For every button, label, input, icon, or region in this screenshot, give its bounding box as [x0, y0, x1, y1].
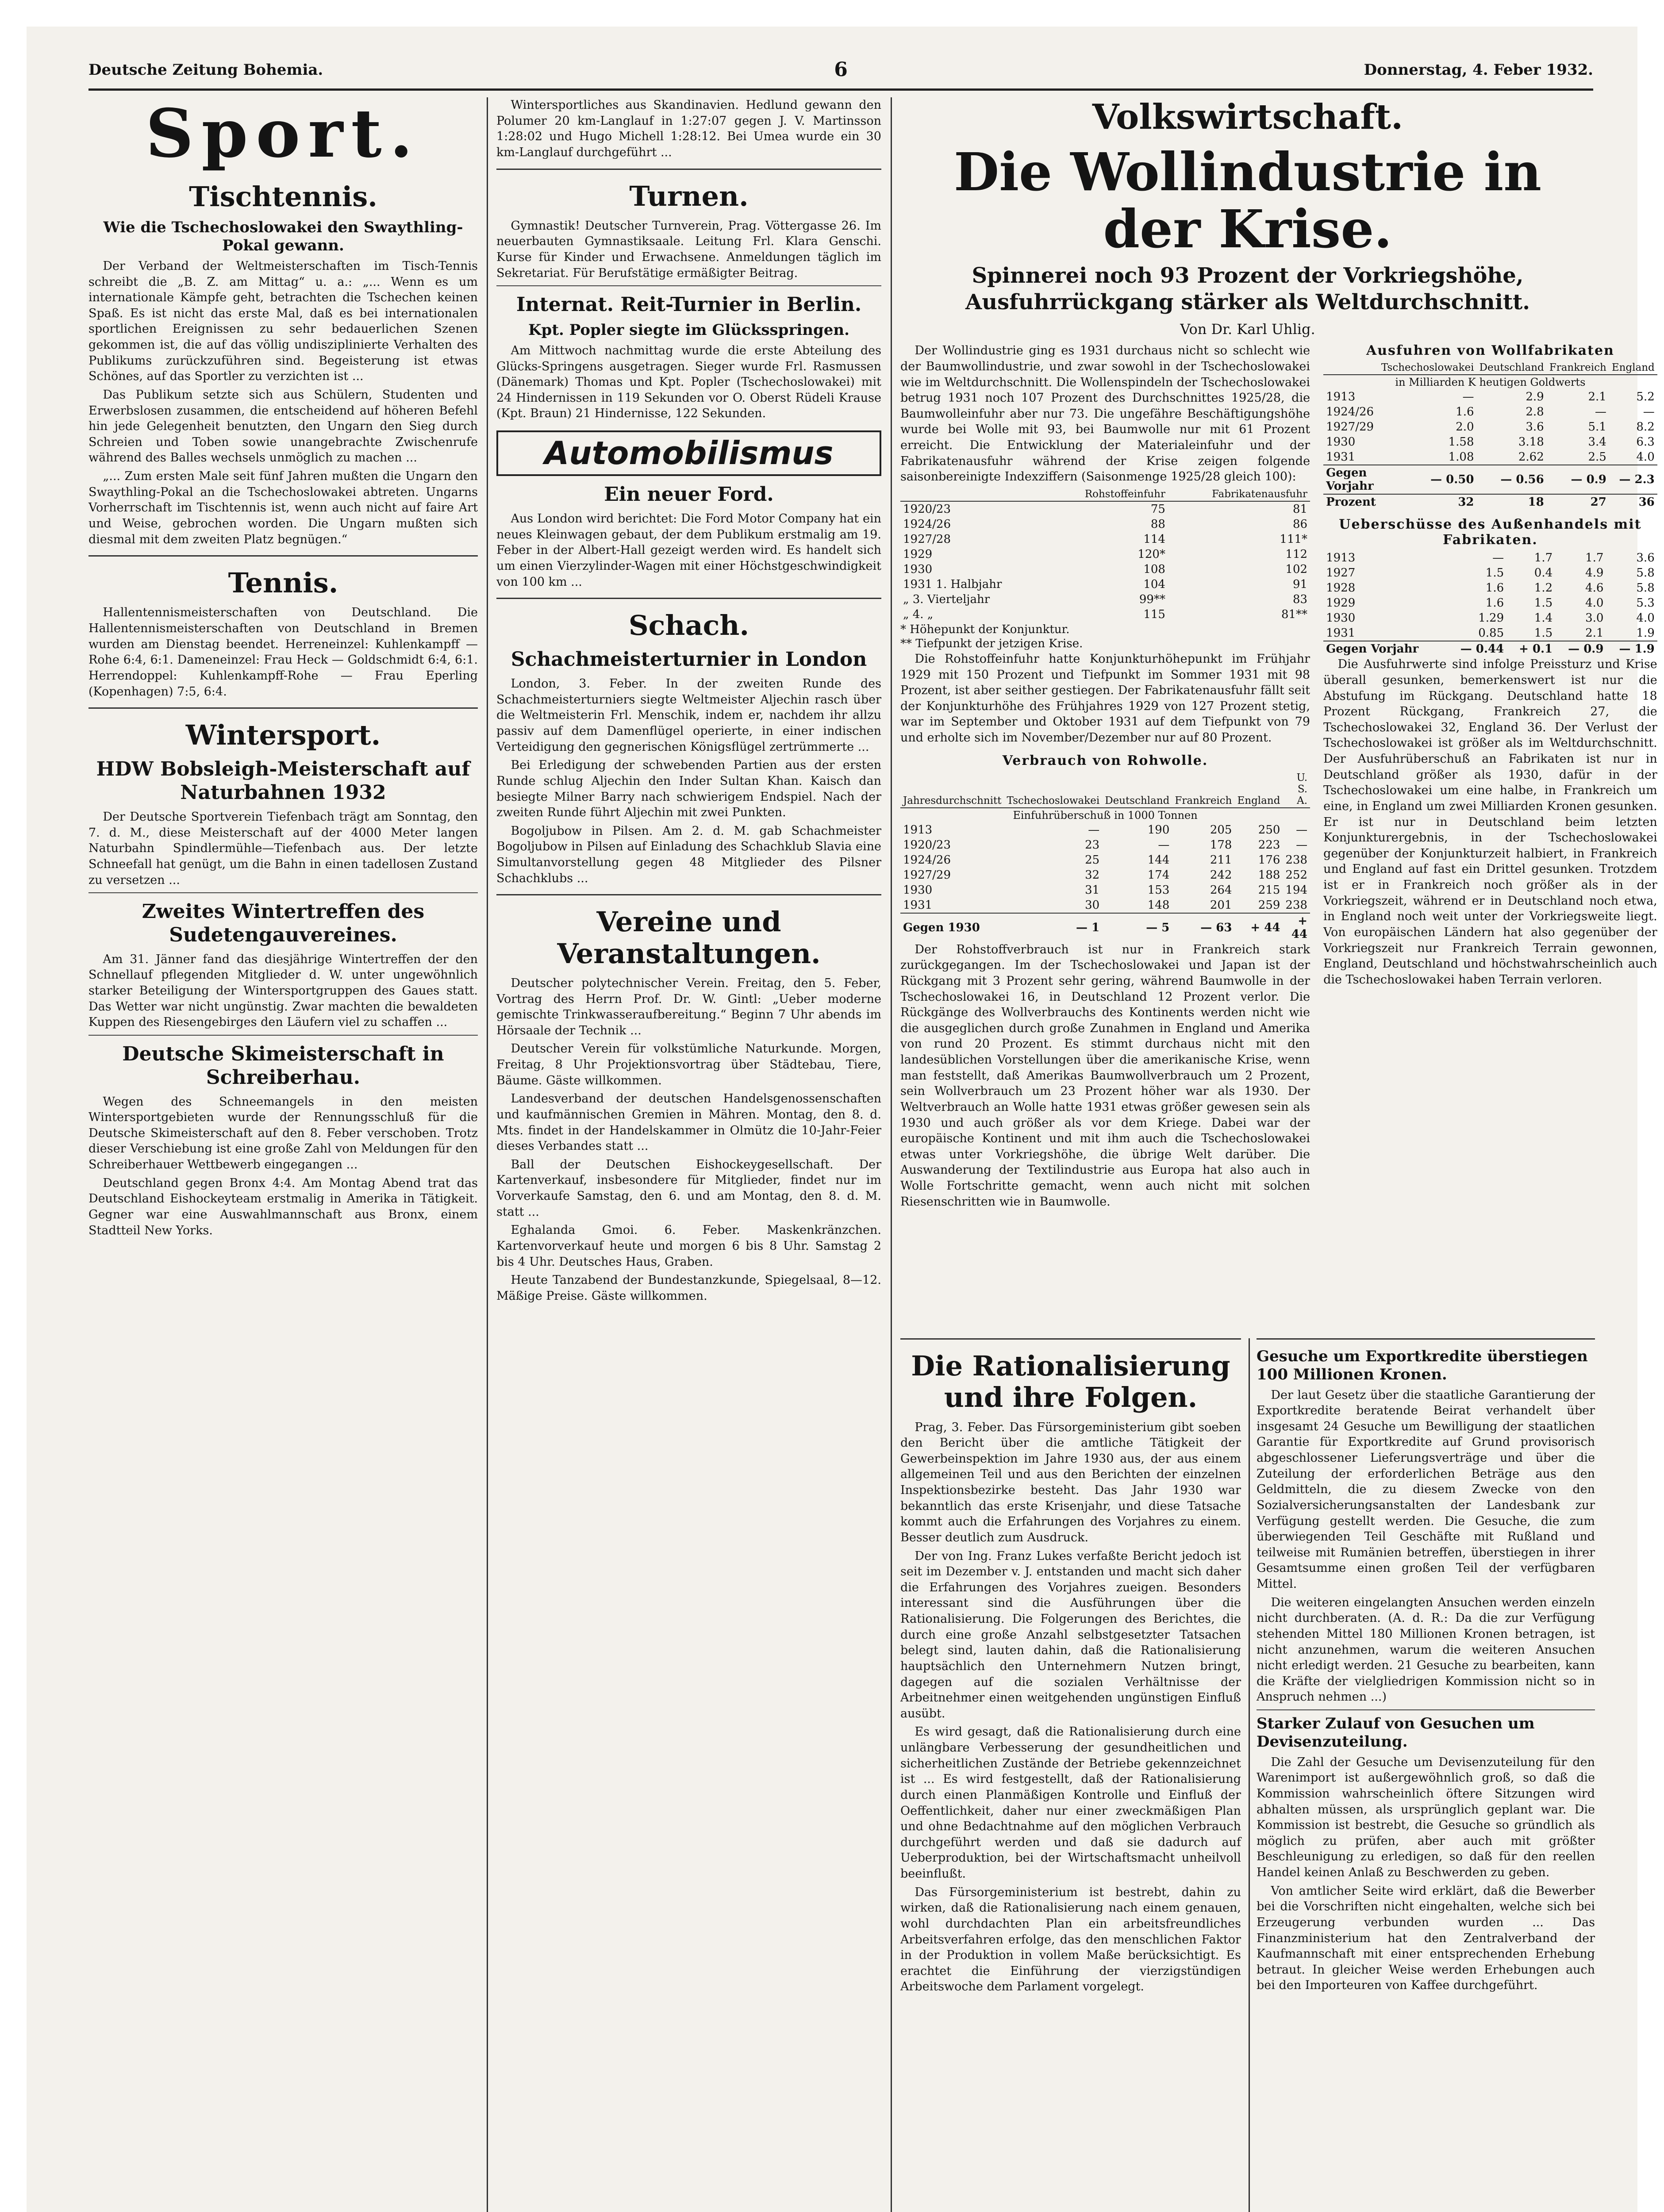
table-cell: 81 [1292, 502, 1308, 516]
article-paragraph: Die weiteren eingelangten Ansuchen werden einzeln nicht durchberaten. (A. d. R.: Da die zur Verfügung stehenden Mittel 180 Millionen Kronen betragen, ist nicht anzunehmen, warum die weiteren Ansuchen nicht erledigt werden. 21 Gesuche zu bearbeiten, kann die Kräfte der vielgliedrigen Kommission nicht so in Anspruch nehmen ...) [1257, 1595, 1595, 1704]
table-note: ** Tiefpunkt der jetzigen Krise. [900, 637, 1083, 650]
table-cell: 1931 [1326, 450, 1356, 464]
table-cell: 176 [1258, 853, 1280, 867]
table-row [900, 837, 1310, 853]
article-paragraph: Der von Ing. Franz Lukes verfaßte Bericht jedoch ist seit im Dezember v. J. entstanden und macht sich daher die Erfahrungen des Vorjahres zueigen. Besonders interessant sind die Ausführungen über die Rationalisierung. Die Folgerungen des Berichtes, die durch eine große Anzahl selbstgesetzter Tatsachen belegt sind, lauten dahin, daß die Rationalisierung hauptsächlich den Unternehmern Nutzen bringt, dagegen auf die sozialen Verhältnisse der Arbeitnehmer einen weitgehenden ungünstigen Einfluß ausübt. [900, 1549, 1241, 1720]
table-row [900, 547, 1310, 562]
heading-wintertreffen: Zweites Wintertreffen des Sudetengauvereines. [142, 900, 425, 946]
table-header: England [1234, 771, 1283, 808]
table-cell: 2.62 [1518, 450, 1544, 464]
table-cell: 114 [1143, 532, 1165, 546]
table-cell: 144 [1147, 853, 1170, 867]
table-cell: 5.8 [1636, 566, 1655, 580]
table-cell: — [1158, 838, 1170, 852]
table-cell: 1.5 [1534, 596, 1553, 610]
table-cell: 238 [1285, 853, 1308, 867]
table-cell: 1924/26 [1326, 405, 1374, 419]
issue-date: Donnerstag, 4. Feber 1932. [1364, 61, 1593, 79]
page-number: 6 [834, 58, 848, 81]
table-cell: 111* [1280, 532, 1308, 546]
table-cell: 2.8 [1526, 405, 1544, 419]
table-cell: 238 [1285, 898, 1308, 912]
article-paragraph: Die Rohstoffeinfuhr hatte Konjunkturhöhepunkt im Frühjahr 1929 mit 150 Prozent und Tiefpunkt im Sommer 1931 mit 98 Prozent, ist aber seither gestiegen. Der Fabrikatenausfuhr fällt seit der Konjunkturhöhe des Frühjahres 1929 von 127 Prozent stetig, war im September und Oktober 1931 auf dem Tiefpunkt von 79 und erholte sich im November/Dezember nur auf 80 Prozent. [900, 652, 1310, 745]
table-cell: 3.4 [1588, 435, 1606, 449]
table-summary-row [1323, 494, 1657, 510]
table-cell: 188 [1258, 868, 1280, 882]
article-paragraph: „... Zum ersten Male seit fünf Jahren mußten die Ungarn den Swaythling-Pokal an die Tschechoslowakei abtreten. Ungarns Vorherrschaft im Tischtennis ist, wenn auch nicht auf faire Art und Weise, gebrochen worden. Die Ungarn mußten sich diesmal mit dem zweiten Platz begnügen.“ [88, 469, 478, 546]
table-header [900, 488, 1047, 501]
table-row [1323, 550, 1657, 565]
table-cell: 2.1 [1585, 626, 1604, 640]
table-cell: Prozent [1323, 494, 1379, 510]
article-paragraph: Hallentennismeisterschaften von Deutschland. Die Hallentennismeisterschaften von Deutschland in Bremen wurden am Dienstag beendet. Herreneinzel: Kuhlenkampff — Rohe 6:4, 6:1. Dameneinzel: Frau Heck — Goldschmidt 6:4, 6:1. Herrendoppel: Kuhlenkampff-Rohe — Frau Eperling (Kopenhagen) 7:5, 6:4. [88, 606, 478, 699]
table-cell: 5.2 [1636, 390, 1655, 404]
table-cell: 205 [1210, 823, 1232, 837]
table-cell: 88 [1150, 517, 1165, 531]
table-summary-row [1323, 465, 1657, 494]
table-row [1323, 434, 1657, 449]
table-header: Deutschland [1102, 771, 1172, 808]
table-cell: 174 [1147, 868, 1170, 882]
table-cell: 4.0 [1636, 450, 1655, 464]
divider [900, 1338, 1241, 1340]
table-cell: 120* [1138, 547, 1165, 561]
table-row [1323, 611, 1657, 626]
article-paragraph: Der Verband der Weltmeisterschaften im Tisch-Tennis schreibt die „B. Z. am Mittag“ u. a.: „... Wenn es um internationale Kämpfe geht, betrachten die Tschechen keinen Spaß. Es ist nicht das erste Mal, daß es bei internationalen sportlichen Ereignissen zu sehr bedauerlichen Szenen gekommen ist, die auf das völlig undisziplinierte Verhalten des Publikums zurückzuführen sind. Begeisterung ist etwas Schönes, auf das Sportler zu verzichten ist ... [88, 259, 478, 384]
newspaper-page [27, 27, 1657, 2212]
table-cell: 1.5 [1534, 626, 1553, 640]
article-paragraph: Landesverband der deutschen Handelsgenossenschaften und kaufmännischen Gremien in Mähren. Montag, den 8. d. Mts. findet in der Handelskammer in Olmütz die 10-Jahr-Feier dieses Verbandes statt ... [496, 1092, 881, 1153]
table-cell: 1.7 [1534, 551, 1553, 565]
running-head [88, 58, 1593, 88]
table-cell: 1913 [903, 823, 933, 837]
table-cell: 18 [1477, 494, 1547, 510]
table-row [1323, 565, 1657, 580]
table-cell: — 0.9 [1547, 465, 1609, 494]
table-row [900, 517, 1310, 532]
table-cell: 201 [1210, 898, 1232, 912]
article-paragraph: Am 31. Jänner fand das diesjährige Wintertreffen der den Schnellauf pflegenden Mitglieder d. W. unter ungewöhnlich starker Beteiligung der Wintersportgruppen des Gaues statt. Das Wetter war nicht ungünstig. Zwar machten die bewaldeten Kuppen des Riesengebirges den Läufern viel zu schaffen ... [88, 952, 478, 1029]
table-cell: 1.6 [1485, 581, 1504, 595]
table-unit: Einfuhrüberschuß in 1000 Tonnen [1013, 809, 1198, 822]
table-header: U. S. A. [1283, 771, 1310, 808]
table-row [1323, 595, 1657, 611]
table-row [900, 607, 1310, 622]
table-row [900, 501, 1310, 517]
article-paragraph: London, 3. Feber. In der zweiten Runde des Schachmeisterturniers siegte Weltmeister Aljechin rasch über die Weltmeisterin Frl. Menschik, indem er, nachdem ihr allzu passiv auf dem Damenflügel operierte, in einer indischen Verteidigung den gegnerischen Königsflügel zertrümmerte ... [496, 677, 881, 754]
table-cell: 178 [1210, 838, 1232, 852]
table-row [900, 868, 1310, 883]
table-cell: 36 [1609, 494, 1657, 510]
table-row [900, 822, 1310, 837]
column-mixed [496, 97, 881, 2212]
table-cell: 4.9 [1585, 566, 1604, 580]
divider [496, 598, 881, 599]
table-cell: 1929 [1326, 596, 1356, 610]
table-row [900, 562, 1310, 577]
heading-neuer-ford: Ein neuer Ford. [604, 483, 774, 506]
header-rule [88, 88, 1593, 91]
table-cell: — 5 [1102, 913, 1172, 942]
table-cell: — 0.56 [1477, 465, 1547, 494]
table-header: Fabrikatenausfuhr [1168, 488, 1310, 501]
table-row [900, 592, 1310, 607]
table-cell: 1.4 [1534, 611, 1553, 625]
divider [88, 707, 478, 709]
table-cell: — 0.44 [1445, 641, 1506, 657]
table-unit: in Milliarden K heutigen Goldwerts [1395, 376, 1586, 389]
table-cell: — 0.50 [1379, 465, 1477, 494]
table-cell: 252 [1285, 868, 1308, 882]
table-cell: 115 [1143, 607, 1165, 621]
table-cell: Gegen Vorjahr [1323, 641, 1445, 657]
table-caption: Ueberschüsse des Außenhandels mit Fabrikaten. [1339, 517, 1642, 548]
article-paragraph: Heute Tanzabend der Bundestanzkunde, Spiegelsaal, 8—12. Mäßige Preise. Gäste willkommen. [496, 1273, 881, 1303]
table-cell: 31 [1085, 883, 1100, 897]
table-cell: 1.6 [1485, 596, 1504, 610]
table-cell: 102 [1285, 562, 1308, 576]
table-header: Deutschland [1477, 361, 1547, 375]
heading-tennis: Tennis. [228, 567, 338, 599]
divider [88, 555, 478, 557]
column-rule [891, 97, 892, 2212]
table-row [900, 898, 1310, 913]
section-title-volkswirtschaft: Volkswirtschaft. [1092, 97, 1403, 137]
article-left [900, 343, 1310, 1212]
table-cell: „ 4. „ [903, 607, 934, 621]
table-row [900, 853, 1310, 868]
table-header: England [1609, 361, 1657, 375]
table-cell: 259 [1258, 898, 1280, 912]
table-cell: 1.58 [1448, 435, 1474, 449]
table-cell: 86 [1292, 517, 1308, 531]
table-cell: 1920/23 [903, 502, 951, 516]
heading-reitturnier: Internat. Reit-Turnier in Berlin. [516, 293, 862, 316]
table-cell: 1.6 [1456, 405, 1474, 419]
table-cell: 23 [1085, 838, 1100, 852]
table-cell: 0.85 [1478, 626, 1504, 640]
table-cell: 8.2 [1636, 420, 1655, 434]
table-cell: + 44 [1283, 913, 1310, 942]
table-note: * Höhepunkt der Konjunktur. [900, 622, 1070, 636]
table-header [1323, 361, 1379, 375]
table-cell: 1920/23 [903, 838, 951, 852]
table-cell: 1927 [1326, 566, 1356, 580]
table-cell: „ 3. Vierteljahr [903, 592, 990, 606]
heading-turnen: Turnen. [629, 180, 749, 212]
table-cell: 1.2 [1534, 581, 1553, 595]
table-cell: 153 [1147, 883, 1170, 897]
article-paragraph: Der Rohstoffverbrauch ist nur in Frankreich stark zurückgegangen. Im der Tschechoslowakei und Japan ist der Rückgang mit 3 Prozent sehr gering, während Baumwolle in der Tschechoslowakei 16, in Deutschland 12 Prozent verlor. Die Rückgänge des Wollverbrauchs des Kontinents werden nicht wie die ausgeglichen durch große Zunahmen in England und Amerika von rund 20 Prozent. Es stimmt durchaus nicht mit den landesüblichen Vorstellungen über die amerikanische Krise, wenn man feststellt, daß Amerikas Baumwollverbrauch um 2 Prozent, sein Wollverbrauch um 23 Prozent höher war als 1930. Der Weltverbrauch an Wolle hatte 1931 etwas größer gewesen sein als 1930 und auch größer als vor dem Kriege. Dabei war der europäische Kontinent und mit ihm auch die Tschechoslowakei etwas unter Vorkriegshöhe, die übrige Welt darüber. Die Auswanderung der Textilindustrie aus Europa hat also auch in Wolle Fortschritte gemacht, wenn auch nicht mit solchen Riesenschritten wie in Baumwolle. [900, 942, 1310, 1209]
table-index [900, 488, 1310, 622]
article-paragraph: Die Ausfuhrwerte sind infolge Preissturz und Krise überall gesunken, bemerkenswert ist nur die Abstufung im Rückgang. Deutschland hatte 18 Prozent Rückgang, Frankreich 27, die Tschechoslowakei 32, England 36. Der Verlust der Tschechoslowakei ist größer als im Weltdurchschnitt. Der Ausfuhrüberschuß an Fabrikaten ist nur in Deutschland größer als 1930, dafür in der Tschechoslowakei um eine halbe, in Frankreich um eine, in England um zwei Milliarden Kronen gesunken. Er ist nur in Deutschland beim letzten Konjunkturergebnis, in der Tschechoslowakei gegenüber der Konjunkturzeit halbiert, in Frankreich und England auf fast ein Drittel gesunken. Trotzdem ist er in Frankreich noch größer als in der Vorkriegszeit, während er in Deutschland noch etwa, in England noch weit unter der Vorkriegsweite liegt. Von europäischen Ländern hat also gegenüber der Vorkriegszeit nur Frankreich Terrain gewonnen, England, Deutschland und höchstwahrscheinlich auch die Tschechoslowakei haben Terrain verloren. [1323, 657, 1657, 987]
article-paragraph: Das Publikum setzte sich aus Schülern, Studenten und Erwerbslosen zusammen, die entscheidend auf höheren Befehl hin jede Gelegenheit benutzten, den Ungarn den Sieg durch Schreien und Toben sowie unangebrachte Zwischenrufe während des Balles wechsels unmöglich zu machen ... [88, 388, 478, 465]
heading-exportkredite: Gesuche um Exportkredite überstiegen 100 Millionen Kronen. [1257, 1348, 1588, 1383]
table-cell: 190 [1147, 823, 1170, 837]
table-cell: 2.5 [1588, 450, 1606, 464]
table-cell: 1924/26 [903, 853, 951, 867]
table-cell: 3.6 [1526, 420, 1544, 434]
table-cell: 0.4 [1534, 566, 1553, 580]
divider [496, 169, 881, 170]
table-cell: — [1462, 390, 1474, 404]
column-volkswirtschaft [900, 97, 1657, 1332]
table-cell: 1913 [1326, 551, 1356, 565]
heading-skimeisterschaft: Deutsche Skimeisterschaft in Schreiberhau. [122, 1042, 444, 1089]
heading-vereine: Vereine und Veranstaltungen. [557, 906, 821, 970]
table-cell: 81** [1281, 607, 1308, 621]
table-cell: 2.1 [1588, 390, 1606, 404]
table-row [1323, 419, 1657, 434]
table-cell: 1931 1. Halbjahr [903, 577, 1002, 591]
table-cell: 1928 [1326, 581, 1356, 595]
table-cell: 112 [1285, 547, 1308, 561]
table-row [1323, 449, 1657, 465]
table-ausfuhr [1323, 361, 1657, 510]
table-cell: 1913 [1326, 390, 1356, 404]
table-summary-row [900, 913, 1310, 942]
table-cell: — [1595, 405, 1606, 419]
table-cell: 91 [1292, 577, 1308, 591]
table-cell: 264 [1210, 883, 1232, 897]
table-row [1323, 626, 1657, 641]
divider [1257, 1338, 1595, 1340]
table-cell: 5.3 [1636, 596, 1655, 610]
deck-wollindustrie: Spinnerei noch 93 Prozent der Vorkriegshöhe, Ausfuhrrückgang stärker als Weltdurchschnitt. [965, 263, 1530, 315]
table-cell: — [1088, 823, 1100, 837]
table-cell: 32 [1085, 868, 1100, 882]
table-cell: 27 [1547, 494, 1609, 510]
article-paragraph: Deutschland gegen Bronx 4:4. Am Montag Abend trat das Deutschland Eishockeyteam erstmalig in Amerika in Tätigkeit. Gegner war eine Auswahlmannschaft aus Bronx, einem Stadtteil New Yorks. [88, 1176, 478, 1237]
table-cell: — 1.9 [1606, 641, 1657, 657]
table-cell: 1930 [1326, 435, 1356, 449]
table-cell: 1927/28 [903, 532, 951, 546]
table-cell: 215 [1258, 883, 1280, 897]
table-cell: 1.7 [1585, 551, 1604, 565]
table-caption: Verbrauch von Rohwolle. [1002, 753, 1208, 768]
table-cell: 104 [1143, 577, 1165, 591]
article-right [1323, 343, 1657, 1212]
column-exportkredite [1257, 1338, 1595, 2212]
table-cell: 99** [1139, 592, 1165, 606]
article-paragraph: Deutscher Verein für volkstümliche Naturkunde. Morgen, Freitag, 8 Uhr Projektionsvortrag über Städtebau, Tiere, Bäume. Gäste willkommen. [496, 1042, 881, 1087]
table-cell: 1.5 [1485, 566, 1504, 580]
article-paragraph: Eghalanda Gmoi. 6. Feber. Maskenkränzchen. Kartenvorverkauf heute und morgen 6 bis 8 Uhr. Samstag 2 bis 4 Uhr. Deutsches Haus, Graben. [496, 1223, 881, 1269]
article-paragraph: Am Mittwoch nachmittag wurde die erste Abteilung des Glücks-Springens ausgetragen. Sieger wurde Frl. Rasmussen (Dänemark) Thomas und Kpt. Popler (Tschechoslowakei) mit 24 Hindernissen in 119 Sekunden vor O. Oberst Rüdeli Krause (Kpt. Braun) 21 Hindernisse, 122 Sekunden. [496, 343, 881, 421]
table-rohwolle [900, 771, 1310, 942]
table-cell: 4.0 [1585, 596, 1604, 610]
table-cell: — 1 [1004, 913, 1103, 942]
table-row [1323, 389, 1657, 404]
table-cell: Gegen Vorjahr [1323, 465, 1379, 494]
headline-rationalisierung: Die Rationalisierung und ihre Folgen. [911, 1350, 1230, 1414]
heading-automobilismus: Automobilismus [496, 430, 881, 476]
table-cell: 1.08 [1448, 450, 1474, 464]
table-cell: 108 [1143, 562, 1165, 576]
divider [88, 1035, 478, 1036]
table-cell: 2.9 [1526, 390, 1544, 404]
table-cell: 5.8 [1636, 581, 1655, 595]
table-cell: 211 [1210, 853, 1232, 867]
heading-schach: Schach. [628, 609, 749, 642]
subheading-reitturnier: Kpt. Popler siegte im Glücksspringen. [528, 321, 849, 339]
article-paragraph: Das Fürsorgeministerium ist bestrebt, dahin zu wirken, daß die Rationalisierung nach einem genauen, wohl durchdachten Plan ein arbeitsfreundliches Arbeitsverfahren erfolge, das den menschlichen Faktor in der Produktion in vollem Maße berücksichtigt. Es erachtet die Einführung der vierzigstündigen Arbeitswoche dem Parlament vorgelegt. [900, 1885, 1241, 1994]
table-cell: 30 [1085, 898, 1100, 912]
table-cell: 1.9 [1636, 626, 1655, 640]
table-cell: 1930 [903, 883, 933, 897]
table-cell: 4.6 [1585, 581, 1604, 595]
table-cell: 250 [1258, 823, 1280, 837]
subheading-schachturnier: Schachmeisterturnier in London [511, 648, 867, 671]
article-body [900, 343, 1657, 1212]
table-cell: 223 [1258, 838, 1280, 852]
table-cell: 1.29 [1478, 611, 1504, 625]
column-rationalisierung [900, 1338, 1241, 2212]
table-header: Rohstoffeinfuhr [1047, 488, 1168, 501]
table-ueberschuesse [1323, 550, 1657, 657]
table-cell: Gegen 1930 [900, 913, 1004, 942]
article-paragraph: Wegen des Schneemangels in den meisten Wintersportgebieten wurde der Rennungsschluß für die Deutsche Skimeisterschaft auf den 8. Feber verschoben. Trotz dieser Verschiebung ist eine große Zahl von Meldungen für den Schreiberhauer Wettbewerb eingegangen ... [88, 1094, 478, 1172]
column-sport [88, 97, 478, 2212]
table-cell: 1924/26 [903, 517, 951, 531]
table-cell: 1930 [1326, 611, 1356, 625]
heading-devisen: Starker Zulauf von Gesuchen um Devisenzuteilung. [1257, 1715, 1535, 1751]
table-cell: 32 [1379, 494, 1477, 510]
divider [496, 285, 881, 286]
table-header: Frankreich [1547, 361, 1609, 375]
divider [1257, 1709, 1595, 1710]
table-row [1323, 580, 1657, 595]
table-cell: + 44 [1234, 913, 1283, 942]
table-header: Jahresdurchschnitt [900, 771, 1004, 808]
table-cell: 1927/29 [1326, 420, 1374, 434]
table-cell: 3.0 [1585, 611, 1604, 625]
headline-wollindustrie: Die Wollindustrie in der Krise. [953, 141, 1542, 260]
table-cell: 6.3 [1636, 435, 1655, 449]
table-cell: 1931 [1326, 626, 1356, 640]
table-cell: 3.6 [1636, 551, 1655, 565]
article-paragraph: Bei Erledigung der schwebenden Partien aus der ersten Runde schlug Aljechin den Inder Sultan Khan. Kaisch dan besiegte Milner Barry nach schwierigem Endspiel. Nach der zweiten Runde führt Aljechin mit zwei Punkten. [496, 758, 881, 820]
table-cell: 83 [1292, 592, 1308, 606]
paper-name: Deutsche Zeitung Bohemia. [88, 61, 323, 79]
table-header: Tschechoslowakei [1379, 361, 1477, 375]
heading-tischtennis: Tischtennis. [189, 180, 377, 213]
article-paragraph: Prag, 3. Feber. Das Fürsorgeministerium gibt soeben den Bericht über die amtliche Tätigkeit der Gewerbeinspektion im Jahre 1930 aus, der aus einem allgemeinen Teil und aus den Berichten der einzelnen Inspektionsbezirke besteht. Das Jahr 1930 war bekanntlich das erste Krisenjahr, und diese Tatsache kommt auch die Erfahrungen des Vorjahres zu einem. Besser deutlich zum Ausdruck. [900, 1420, 1241, 1544]
table-cell: — 63 [1172, 913, 1234, 942]
table-cell: 1930 [903, 562, 933, 576]
table-cell: 3.18 [1518, 435, 1544, 449]
article-paragraph: Deutscher polytechnischer Verein. Freitag, den 5. Feber, Vortrag des Herrn Prof. Dr. W. Gintl: „Ueber moderne gemischte Trinkwasseraufbereitung.“ Beginn 7 Uhr abends im Hörsaale der Technik ... [496, 976, 881, 1037]
article-paragraph: Die Zahl der Gesuche um Devisenzuteilung für den Warenimport ist außergewöhnlich groß, so daß die Kommission wahrscheinlich öftere Sitzungen wird abhalten müssen, als ursprünglich geplant war. Die Kommission ist bestrebt, die Gesuche so gründlich als möglich zu prüfen, aber auch mit größter Beschleunigung zu erledigen, so daß für den reellen Handel keinen Anlaß zu Beschwerden zu geben. [1257, 1755, 1595, 1880]
article-paragraph: Der Wollindustrie ging es 1931 durchaus nicht so schlecht wie der Baumwollindustrie, und zwar sowohl in der Tschechoslowakei wie im Weltdurchschnitt. Die Wollenspindeln der Tschechoslowakei betrug 1931 noch 107 Prozent des Durchschnittes 1925/28, die Baumwolleinfuhr aber nur 73. Die ungefähre Beschäftigungshöhe wurde bei Wolle mit 93, bei Baumwolle nur mit 61 Prozent erreicht. Die Entwicklung der Materialeinfuhr und der Fabrikatenausfuhr während der Krise zeigen folgende saisonbereinigte Indexziffern (Saisonmenge 1925/28 gleich 100): [900, 344, 1310, 484]
table-cell: 1927/29 [903, 868, 951, 882]
table-cell: — [1296, 838, 1308, 852]
article-paragraph: Von amtlicher Seite wird erklärt, daß die Bewerber bei die Vorschriften nicht eingehalten, welche sich bei Erzeugerung verbunden wurden ... Das Finanzministerium hat den Zentralverband der Kaufmannschaft mit einer entsprechenden Erhebung betraut. In gleicher Weise werden Erhebungen auch bei den Importeuren von Kaffee durchgeführt. [1257, 1884, 1595, 1993]
table-row [900, 883, 1310, 898]
table-header: Frankreich [1172, 771, 1234, 808]
table-header: Tschechoslowakei [1004, 771, 1103, 808]
article-paragraph: Wintersportliches aus Skandinavien. Hedlund gewann den Polumer 20 km-Langlauf in 1:27:07 gegen J. V. Martinsson 1:28:02 und Hugo Michell 1:28:12. Bei Umea wurde ein 30 km-Langlauf durchgeführt ... [496, 98, 881, 159]
table-cell: — 0.9 [1555, 641, 1606, 657]
byline: Von Dr. Karl Uhlig. [1180, 321, 1315, 338]
table-cell: — [1296, 823, 1308, 837]
table-cell: 75 [1150, 502, 1165, 516]
table-cell: 5.1 [1588, 420, 1606, 434]
article-paragraph: Der Deutsche Sportverein Tiefenbach trägt am Sonntag, den 7. d. M., diese Meisterschaft auf der 4000 Meter langen Naturbahn Spindlermühle—Tiefenbach aus. Der letzte Schneefall hat genügt, um die Bahn in einen tadellosen Zustand zu versetzen ... [88, 810, 478, 887]
article-paragraph: Gymnastik! Deutscher Turnverein, Prag. Vöttergasse 26. Im neuerbauten Gymnastiksaale. Leitung Frl. Klara Genschi. Kurse für Kinder und Erwachsene. Anmeldungen täglich im Sekretariat. Für Berufstätige ermäßigter Beitrag. [496, 219, 881, 280]
article-paragraph: Es wird gesagt, daß die Rationalisierung durch eine unlängbare Verbesserung der gesundheitlichen und sicherheitlichen Zustände der Betriebe gekennzeichnet ist ... Es wird festgestellt, daß der Rationalisierung durch einen Planmäßigen Kontrolle und Einfluß der Oeffentlichkeit, daher nur einer zweckmäßigen Plan und ohne Bedachtnahme auf den möglichen Verbrauch durchgeführt werden und daß sie dadurch auf Ueberproduktion, bei der Wirtschaftsmacht unheilvoll beeinflußt. [900, 1725, 1241, 1881]
table-cell: — 2.3 [1609, 465, 1657, 494]
table-cell: 1931 [903, 898, 933, 912]
table-cell: + 0.1 [1506, 641, 1555, 657]
article-paragraph: Der laut Gesetz über die staatliche Garantierung der Exportkredite beratende Beirat verhandelt über insgesamt 24 Gesuche um Bewilligung der staatlichen Garantie für Exportkredite auf Grund provisorisch abgeschlossener Lieferungsverträge und über die Zuteilung der erforderlichen Beträge aus den Geldmitteln, die zu diesem Zwecke von den Sozialversicherungsanstalten der Landesbank zur Verfügung gestellt werden. Die Gesuche, die zum überwiegenden Teil Geschäfte mit Rußland und teilweise mit Rumänien betreffen, überstiegen in ihrer Gesamtsumme einen großen Teil der verfügbaren Mittel. [1257, 1388, 1595, 1591]
table-summary-row [1323, 641, 1657, 657]
table-cell: — [1643, 405, 1655, 419]
table-row [900, 532, 1310, 547]
article-paragraph: Bogoljubow in Pilsen. Am 2. d. M. gab Schachmeister Bogoljubow in Pilsen auf Einladung des Schachklub Slavia eine Simultanvorstellung gegen 48 Mitglieder des Pilsner Schachklubs ... [496, 824, 881, 885]
table-caption: Ausfuhren von Wollfabrikaten [1366, 343, 1614, 359]
table-row [900, 577, 1310, 592]
table-cell: 2.0 [1456, 420, 1474, 434]
column-rule [1249, 1338, 1250, 2212]
subheading-tischtennis: Wie die Tschechoslowakei den Swaythling-Pokal gewann. [103, 219, 463, 255]
column-rule [487, 97, 488, 2212]
table-cell: 25 [1085, 853, 1100, 867]
table-cell: 1929 [903, 547, 933, 561]
divider [496, 894, 881, 895]
article-paragraph: Ball der Deutschen Eishockeygesellschaft. Der Kartenverkauf, insbesondere für Mitglieder, findet nur im Vorverkaufe Samstag, den 6. und am Montag, den 8. d. M. statt ... [496, 1157, 881, 1219]
table-cell: 194 [1285, 883, 1308, 897]
table-cell: 242 [1210, 868, 1232, 882]
article-paragraph: Aus London wird berichtet: Die Ford Motor Company hat ein neues Kleinwagen gebaut, der dem Publikum erstmalig am 19. Feber in der Albert-Hall gezeigt werden wird. Es handelt sich um einen Vierzylinder-Wagen mit einer Höchstgeschwindigkeit von 100 km ... [496, 512, 881, 589]
table-cell: 4.0 [1636, 611, 1655, 625]
table-row [1323, 404, 1657, 419]
section-title-sport: Sport. [146, 95, 421, 173]
subheading-bobsleigh: HDW Bobsleigh-Meisterschaft auf Naturbahnen 1932 [96, 758, 470, 804]
divider [88, 892, 478, 893]
table-cell: 148 [1147, 898, 1170, 912]
table-cell: — [1492, 551, 1504, 565]
heading-wintersport: Wintersport. [185, 719, 381, 752]
